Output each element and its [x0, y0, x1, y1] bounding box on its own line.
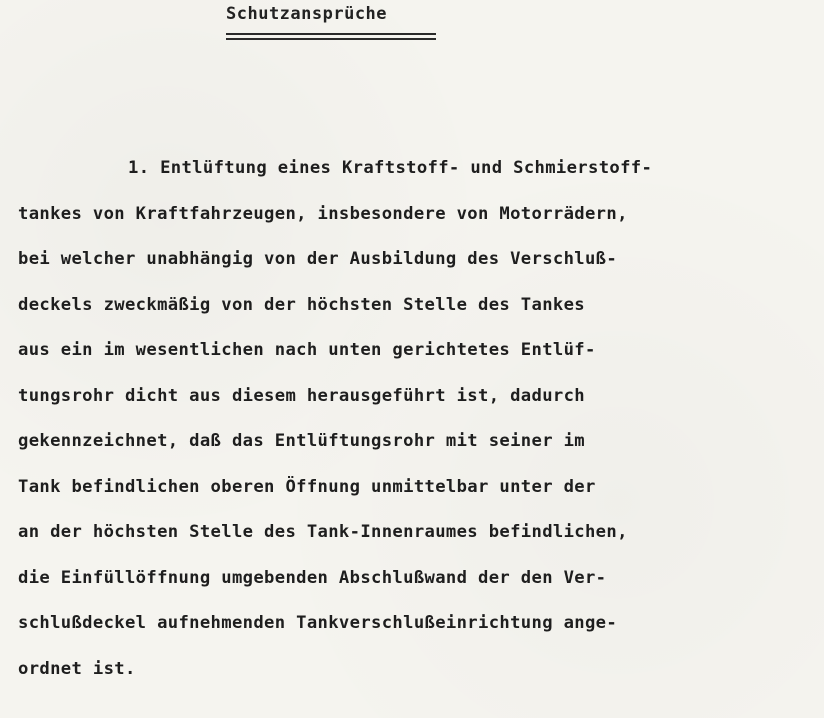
claim-line: aus ein im wesentlichen nach unten gerichtetes Entlüf- — [18, 340, 596, 360]
claim-line: schlußdeckel aufnehmenden Tankverschlußeinrichtung ange- — [18, 613, 618, 633]
heading-double-underline — [226, 33, 436, 40]
claim-line: 1. Entlüftung eines Kraftstoff- und Schmierstoff- — [128, 158, 653, 178]
claim-line: bei welcher unabhängig von der Ausbildung des Verschluß- — [18, 249, 618, 269]
claim-line: gekennzeichnet, daß das Entlüftungsrohr mit seiner im — [18, 431, 585, 451]
claim-line: Tank befindlichen oberen Öffnung unmittelbar unter der — [18, 476, 596, 497]
claim-line: tungsrohr dicht aus diesem herausgeführt ist, dadurch — [18, 385, 585, 406]
claim-line: deckels zweckmäßig von der höchsten Stelle des Tankes — [18, 294, 585, 315]
claim-line: die Einfüllöffnung umgebenden Abschlußwand der den Ver- — [18, 567, 607, 588]
page-heading: Schutzansprüche — [226, 4, 388, 24]
claim-line: tankes von Kraftfahrzeugen, insbesondere von Motorrädern, — [18, 203, 628, 224]
claim-1-paragraph — [18, 146, 808, 692]
claim-line: ordnet ist. — [18, 658, 136, 679]
claim-line: an der höchsten Stelle des Tank-Innenraumes befindlichen, — [18, 522, 628, 542]
